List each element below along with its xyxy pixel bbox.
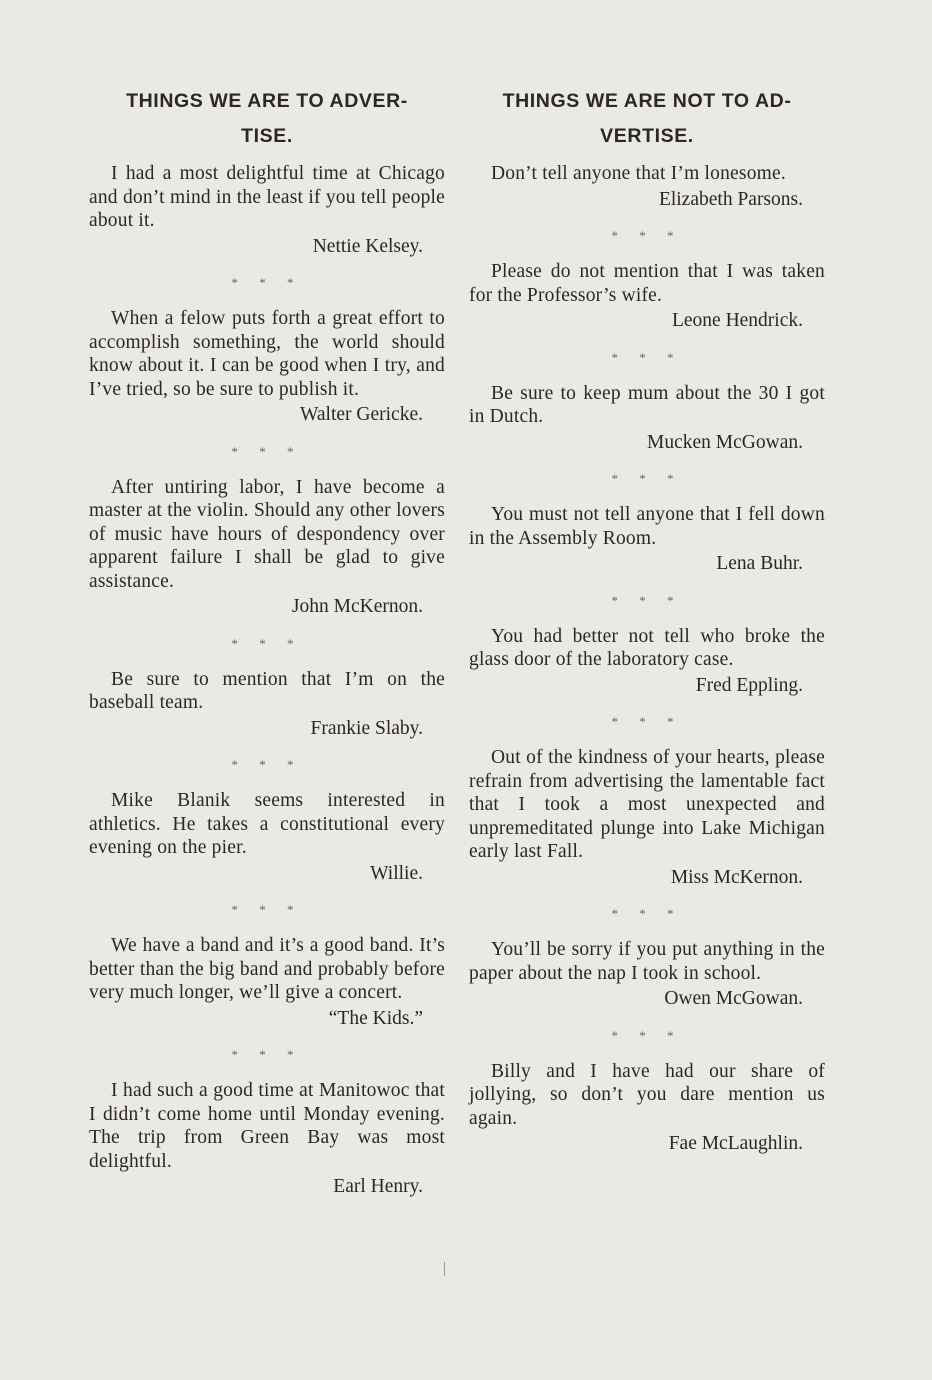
notice-item (469, 162, 825, 211)
notice-signature: Nettie Kelsey. (312, 235, 423, 257)
notice-item (469, 1060, 825, 1156)
notice-signature: John McKernon. (291, 596, 423, 617)
notice-item (469, 382, 825, 455)
separator-stars: * * * (611, 592, 683, 608)
separator-stars: * * * (231, 1047, 303, 1062)
notice-item (89, 934, 445, 1030)
right-items (469, 162, 825, 1156)
notice-item (89, 789, 445, 885)
separator-stars: * * * (231, 902, 303, 917)
notice-text: Out of the kindness of your hearts, please refrain from advertising the lamentable fact that I took a most unexpected and unpremeditated plunge into Lake Michigan early last Fall. (469, 747, 825, 862)
notice-signature: Fred Eppling. (695, 674, 803, 696)
notice-item (89, 1079, 445, 1199)
notice-signature: Mucken McGowan. (647, 431, 803, 453)
notice-item (469, 938, 825, 1011)
right-column (469, 84, 825, 1156)
separator-stars: * * * (611, 1027, 683, 1043)
left-column-heading: THINGS WE ARE TO ADVER- TISE. (126, 90, 408, 147)
separator-stars: * * * (231, 443, 303, 459)
separator-stars: * * * (611, 906, 683, 921)
notice-text: You must not tell anyone that I fell down in the Assembly Room. (469, 504, 825, 549)
notice-text: We have a band and it’s a good band. It’s better than the big band and probably before very much longer, we’ll give a concert. (89, 935, 445, 1003)
separator-stars: * * * (611, 228, 683, 243)
separator-stars: * * * (231, 275, 303, 290)
notice-signature: Earl Henry. (333, 1176, 423, 1197)
notice-item (469, 260, 825, 333)
notice-text: Billy and I have had our share of jollying, so don’t you dare mention us again. (469, 1060, 825, 1129)
notice-item (469, 503, 825, 576)
notice-signature: Elizabeth Parsons. (658, 188, 803, 210)
notice-text: I had such a good time at Manitowoc that I didn’t come home until Monday evening. The trip from Green Bay was most delightful. (89, 1080, 445, 1172)
page-fold-mark (444, 1262, 445, 1276)
separator-stars: * * * (611, 714, 683, 729)
separator-stars: * * * (231, 635, 303, 651)
notice-item (469, 746, 825, 889)
notice-signature: Fae McLaughlin. (668, 1133, 803, 1154)
notice-signature: Walter Gericke. (300, 404, 423, 425)
notice-item (89, 307, 445, 427)
notice-text: Mike Blanik seems interested in athletics. He takes a constitutional every evening on the pier. (89, 790, 445, 858)
notice-item (89, 162, 445, 258)
notice-signature: Willie. (370, 862, 423, 884)
notice-item (469, 625, 825, 698)
notice-item (89, 476, 445, 619)
notice-text: Be sure to mention that I’m on the baseball team. (89, 668, 445, 713)
notice-text: You had better not tell who broke the glass door of the laboratory case. (469, 625, 825, 670)
left-items (89, 162, 445, 1199)
notice-text: When a felow puts forth a great effort to accomplish something, the world should know about it. I can be good when I try, and I’ve tried, so be sure to publish it. (89, 308, 445, 400)
separator-stars: * * * (611, 471, 683, 486)
right-column-heading: THINGS WE ARE NOT TO AD- VERTISE. (502, 90, 792, 147)
notice-signature: Leone Hendrick. (671, 310, 803, 331)
left-column (89, 84, 445, 1199)
notice-text: Don’t tell anyone that I’m lonesome. (491, 163, 786, 184)
notice-signature: Owen McGowan. (664, 988, 803, 1009)
notice-signature: Lena Buhr. (716, 553, 803, 574)
notice-text: I had a most delightful time at Chicago and don’t mind in the least if you tell people about it. (89, 163, 445, 231)
notice-signature: “The Kids.” (328, 1007, 423, 1029)
notice-signature: Frankie Slaby. (310, 717, 423, 739)
notice-text: You’ll be sorry if you put anything in the paper about the nap I took in school. (469, 939, 825, 984)
separator-stars: * * * (231, 757, 303, 772)
notice-text: Be sure to keep mum about the 30 I got in Dutch. (469, 382, 825, 427)
notice-signature: Miss McKernon. (670, 866, 803, 888)
notice-text: Please do not mention that I was taken for the Professor’s wife. (469, 261, 825, 306)
notice-text: After untiring labor, I have become a master at the violin. Should any other lovers of music have hours of despondency over apparent failure I shall be glad to give assistance. (89, 476, 445, 592)
separator-stars: * * * (611, 349, 683, 365)
notice-item (89, 668, 445, 741)
